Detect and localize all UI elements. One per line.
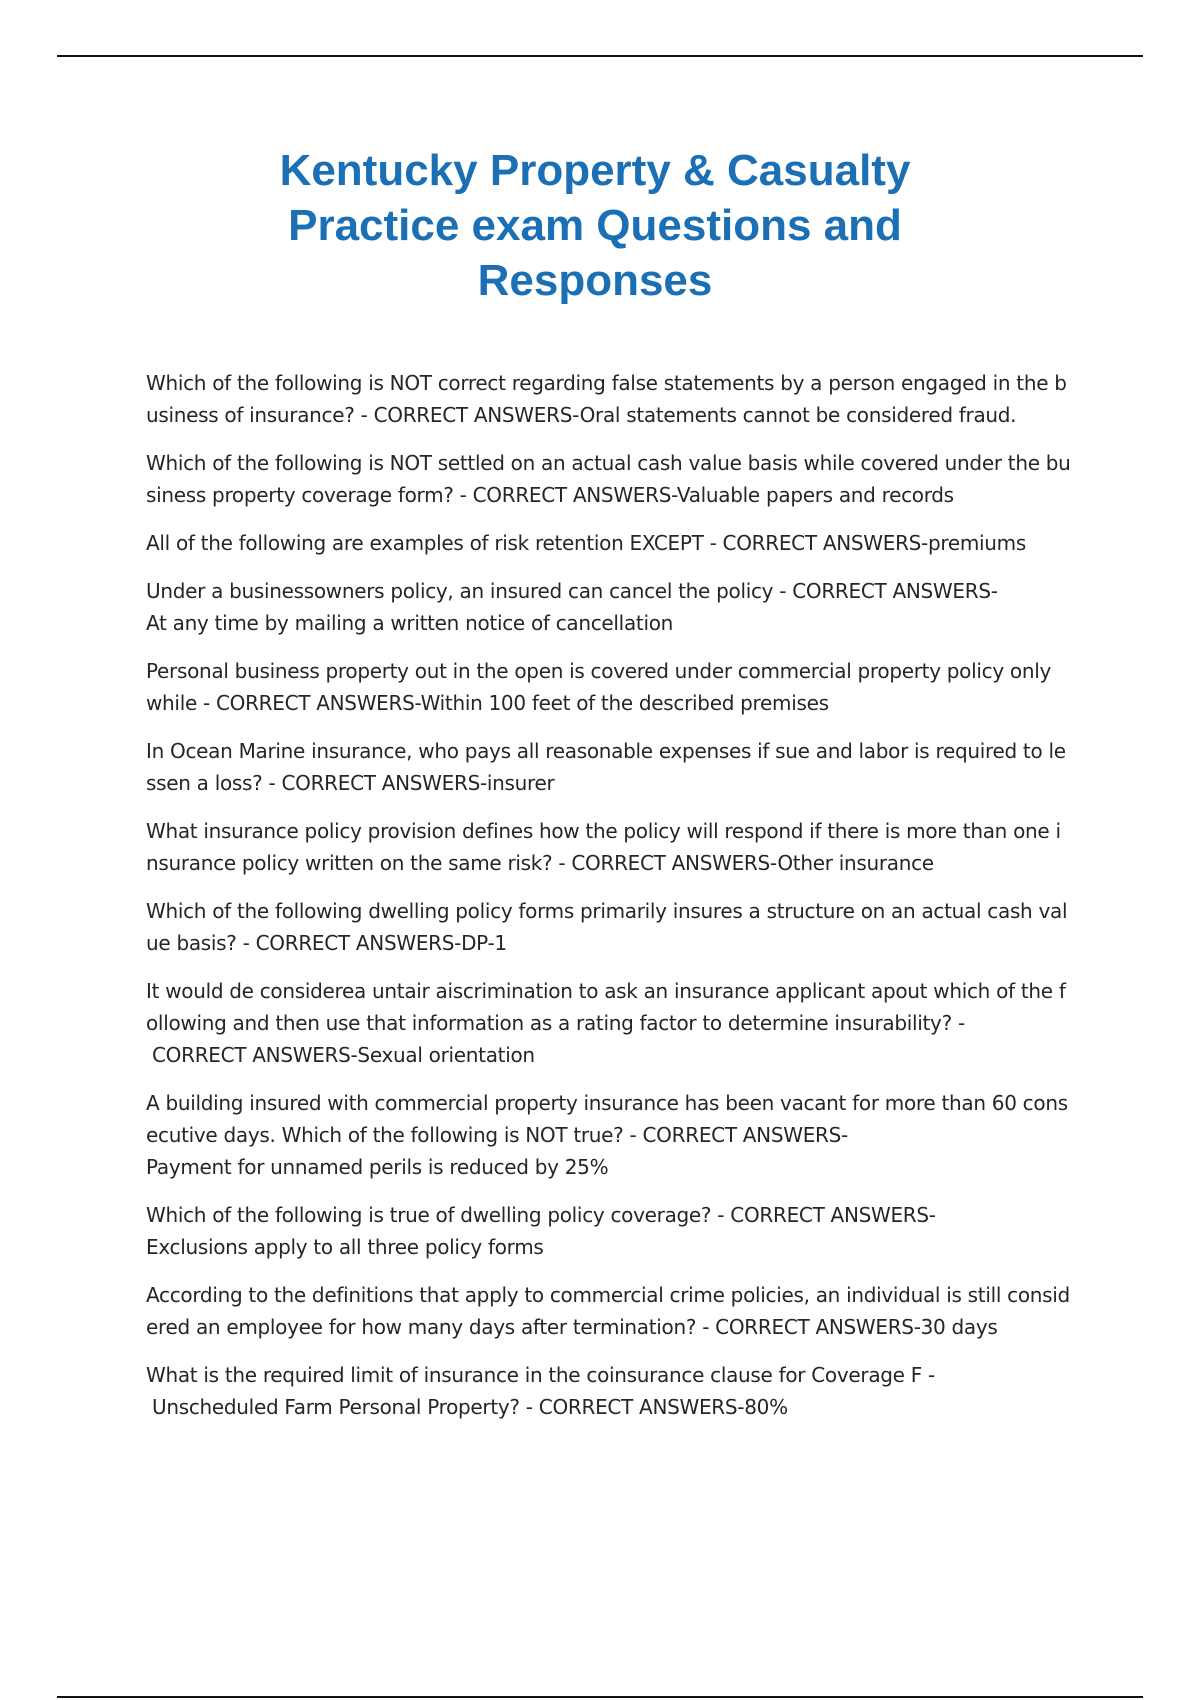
- qa-line: nsurance policy written on the same risk? - CORRECT ANSWERS-Other insurance: [146, 851, 934, 875]
- qa-line: ollowing and then use that information as a rating factor to determine insurability? -: [146, 1011, 965, 1035]
- qa-line: In Ocean Marine insurance, who pays all reasonable expenses if sue and labor is required to le: [146, 739, 1066, 763]
- qa-item: [146, 367, 1096, 431]
- qa-line: What insurance policy provision defines how the policy will respond if there is more than one i: [146, 819, 1061, 843]
- qa-line: siness property coverage form? - CORRECT ANSWERS-Valuable papers and records: [146, 483, 954, 507]
- qa-item: [146, 575, 1096, 639]
- qa-item: [146, 735, 1096, 799]
- qa-line: Which of the following is true of dwelling policy coverage? - CORRECT ANSWERS-: [146, 1203, 936, 1227]
- qa-line: Payment for unnamed perils is reduced by 25%: [146, 1155, 609, 1179]
- qa-line: Personal business property out in the open is covered under commercial property policy only: [146, 659, 1052, 683]
- qa-item: [146, 1199, 1096, 1263]
- qa-line: A building insured with commercial property insurance has been vacant for more than 60 cons: [146, 1091, 1068, 1115]
- qa-line: Exclusions apply to all three policy forms: [146, 1235, 544, 1259]
- title-line: Responses: [477, 256, 713, 305]
- question-answer-list: [146, 367, 1096, 1439]
- document-title: [180, 143, 1010, 308]
- qa-line: Which of the following is NOT correct regarding false statements by a person engaged in the b: [146, 371, 1067, 395]
- qa-item: [146, 1087, 1096, 1183]
- qa-item: [146, 527, 1096, 559]
- qa-item: [146, 447, 1096, 511]
- qa-line: Unscheduled Farm Personal Property? - CORRECT ANSWERS-80%: [152, 1395, 788, 1419]
- qa-line: ecutive days. Which of the following is NOT true? - CORRECT ANSWERS-: [146, 1123, 848, 1147]
- qa-line: CORRECT ANSWERS-Sexual orientation: [152, 1043, 535, 1067]
- title-line: Kentucky Property & Casualty: [279, 146, 911, 195]
- qa-line: while - CORRECT ANSWERS-Within 100 feet of the described premises: [146, 691, 829, 715]
- qa-line: ered an employee for how many days after termination? - CORRECT ANSWERS-30 days: [146, 1315, 998, 1339]
- qa-line: What is the required limit of insurance in the coinsurance clause for Coverage F -: [146, 1363, 935, 1387]
- qa-item: [146, 975, 1096, 1071]
- bottom-rule: [57, 1696, 1143, 1698]
- qa-item: [146, 1279, 1096, 1343]
- qa-line: All of the following are examples of risk retention EXCEPT - CORRECT ANSWERS-premiums: [146, 531, 1026, 555]
- qa-item: [146, 1359, 1096, 1423]
- qa-line: It would de considerea untair aiscrimination to ask an insurance applicant apout which of the f: [146, 979, 1066, 1003]
- qa-line: According to the definitions that apply to commercial crime policies, an individual is still consid: [146, 1283, 1070, 1307]
- qa-item: [146, 655, 1096, 719]
- qa-line: ssen a loss? - CORRECT ANSWERS-insurer: [146, 771, 555, 795]
- qa-item: [146, 815, 1096, 879]
- qa-line: Under a businessowners policy, an insured can cancel the policy - CORRECT ANSWERS-: [146, 579, 998, 603]
- qa-item: [146, 895, 1096, 959]
- qa-line: ue basis? - CORRECT ANSWERS-DP-1: [146, 931, 507, 955]
- title-line: Practice exam Questions and: [288, 201, 902, 250]
- qa-line: Which of the following is NOT settled on an actual cash value basis while covered under the bu: [146, 451, 1071, 475]
- qa-line: At any time by mailing a written notice of cancellation: [146, 611, 674, 635]
- qa-line: usiness of insurance? - CORRECT ANSWERS-Oral statements cannot be considered fraud.: [146, 403, 1017, 427]
- qa-line: Which of the following dwelling policy forms primarily insures a structure on an actual cash val: [146, 899, 1068, 923]
- top-rule: [57, 55, 1143, 57]
